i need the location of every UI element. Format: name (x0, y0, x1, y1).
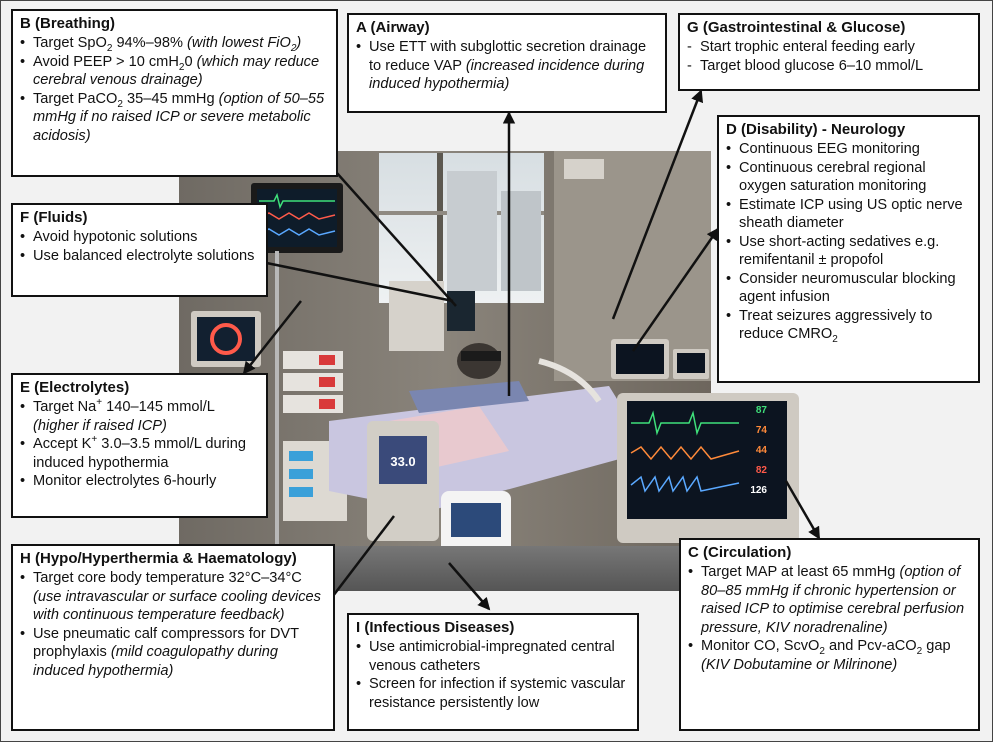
text-segment: 2 (106, 42, 113, 54)
box-hypo (11, 544, 335, 731)
box-title: G (Gastrointestinal & Glucose) (687, 19, 906, 36)
text-segment: ) (296, 35, 302, 51)
text-segment: + (91, 434, 98, 446)
text-segment: Screen for infection if systemic vascular resistance persistently low (369, 676, 626, 711)
box-gi (678, 13, 980, 91)
list-item (726, 270, 971, 307)
list-item (726, 159, 971, 196)
box-fluids (11, 203, 268, 297)
list-item (20, 398, 259, 435)
box-list (20, 228, 259, 265)
box-list (687, 38, 971, 75)
text-segment: Target Na (33, 399, 97, 415)
text-segment: 2 (819, 645, 825, 657)
list-item (687, 38, 971, 57)
text-segment: + (96, 397, 103, 409)
reading-spo2: 126 (750, 485, 767, 496)
box-title: C (Circulation) (688, 544, 792, 561)
text-segment: 2 (916, 645, 923, 657)
arrow-electrolytes (244, 301, 301, 373)
list-item (356, 675, 630, 712)
arrow-disability (633, 229, 718, 351)
text-segment: Use balanced electrolyte solutions (33, 247, 255, 264)
text-segment: Monitor CO, ScvO (701, 638, 820, 654)
text-segment: Avoid hypotonic solutions (33, 229, 198, 245)
reading-sys: 74 (755, 425, 767, 436)
text-segment: Monitor electrolytes 6-hourly (33, 473, 217, 489)
arrow-gi (613, 91, 701, 319)
list-item (688, 637, 971, 674)
list-item (20, 472, 259, 491)
text-segment: 94%–98% (112, 35, 188, 51)
list-item (687, 57, 971, 76)
box-title: D (Disability) - Neurology (726, 121, 906, 138)
list-item (20, 90, 329, 146)
text-segment: Start trophic enteral feeding early (700, 39, 915, 55)
reading-hr: 87 (755, 405, 767, 416)
text-segment: Continuous EEG monitoring (739, 141, 920, 157)
list-item (726, 196, 971, 233)
text-segment: Target blood glucose 6–10 mmol/L (700, 57, 924, 74)
box-list (356, 638, 630, 712)
arrow-fluids (237, 257, 453, 301)
box-disability (717, 115, 980, 383)
list-item (356, 38, 658, 94)
box-breathing (11, 9, 338, 177)
text-segment: (KIV Dobutamine or Milrinone) (701, 656, 898, 673)
list-item (726, 307, 971, 344)
text-segment: Use antimicrobial-impregnated central venous catheters (369, 639, 615, 674)
text-segment: Target SpO (33, 35, 107, 51)
text-segment: (which may reduce cerebral venous drainage) (33, 53, 320, 88)
text-segment: Target MAP at least 65 mmHg (701, 564, 900, 580)
list-item (356, 638, 630, 675)
text-segment: (increased incidence during induced hypothermia) (369, 57, 645, 92)
arrow-breathing (319, 153, 456, 306)
box-airway (347, 13, 667, 113)
text-segment: (option of 80–85 mmHg if chronic hypertension or raised ICP to optimise cerebral perfusion pressure, KIV noradrenaline) (701, 564, 965, 636)
list-item (20, 569, 326, 625)
list-item (20, 53, 329, 90)
box-infectious (347, 613, 639, 731)
text-segment: (mild coagulopathy during induced hypothermia) (33, 644, 278, 679)
text-segment: (use intravascular or surface cooling devices with continuous temperature feedback) (33, 588, 321, 623)
box-list (20, 398, 259, 491)
text-segment: Target PaCO (33, 90, 118, 107)
box-title: A (Airway) (356, 19, 430, 36)
text-segment: Treat seizures aggressively to reduce CMRO (739, 307, 933, 342)
list-item (20, 228, 259, 247)
list-item (726, 140, 971, 159)
box-title: B (Breathing) (20, 15, 115, 32)
box-list (20, 34, 329, 145)
text-segment: 140–145 mmol/L (102, 399, 215, 415)
text-segment: 3.0–3.5 mmol/L during induced hypothermia (33, 436, 246, 471)
box-list (20, 569, 326, 680)
text-segment: 2 (832, 333, 838, 345)
box-list (688, 563, 971, 674)
arrow-infectious (449, 563, 489, 609)
text-segment: Accept K (33, 436, 92, 452)
list-item (20, 625, 326, 681)
text-segment: Consider neuromuscular blocking agent infusion (739, 270, 956, 305)
box-title: H (Hypo/Hyperthermia & Haematology) (20, 550, 297, 567)
reading-dia: 44 (755, 445, 767, 456)
text-segment: Use short-acting sedatives e.g. remifentanil ± propofol (739, 233, 940, 268)
text-segment: gap (922, 638, 951, 654)
box-electrolytes (11, 373, 268, 518)
text-segment: 2 (290, 42, 297, 54)
list-item (20, 34, 329, 53)
box-title: F (Fluids) (20, 209, 88, 226)
text-segment: Continuous cerebral regional oxygen saturation monitoring (739, 159, 927, 194)
text-segment: Use ETT with subglottic secretion drainage to reduce VAP (369, 39, 647, 74)
text-segment: 2 (117, 98, 123, 110)
arrow-circulation (786, 481, 819, 538)
list-item (20, 435, 259, 472)
list-item (688, 563, 971, 637)
list-item (726, 233, 971, 270)
box-title: I (Infectious Diseases) (356, 619, 515, 636)
text-segment: 0 (184, 53, 197, 70)
box-list (356, 38, 658, 94)
box-title: E (Electrolytes) (20, 379, 130, 396)
text-segment: 2 (178, 61, 185, 73)
text-segment: Avoid PEEP > 10 cmH (33, 53, 179, 70)
text-segment: Use pneumatic calf compressors for DVT prophylaxis (33, 625, 299, 660)
text-segment: (with lowest FiO (187, 35, 291, 51)
text-segment: Target core body temperature 32°C–34°C (33, 570, 302, 586)
text-segment: (higher if raised ICP) (33, 417, 167, 434)
text-segment: 35–45 mmHg (122, 90, 219, 107)
cooling-temp: 33.0 (390, 454, 416, 469)
box-list (726, 140, 971, 344)
box-circulation (679, 538, 980, 731)
text-segment: (option of 50–55 mmHg if no raised ICP or severe metabolic acidosis) (33, 90, 325, 144)
text-segment: Estimate ICP using US optic nerve sheath diameter (739, 196, 963, 231)
reading-map: 82 (755, 465, 767, 476)
list-item (20, 247, 259, 266)
text-segment: and Pcv-aCO (824, 638, 917, 654)
